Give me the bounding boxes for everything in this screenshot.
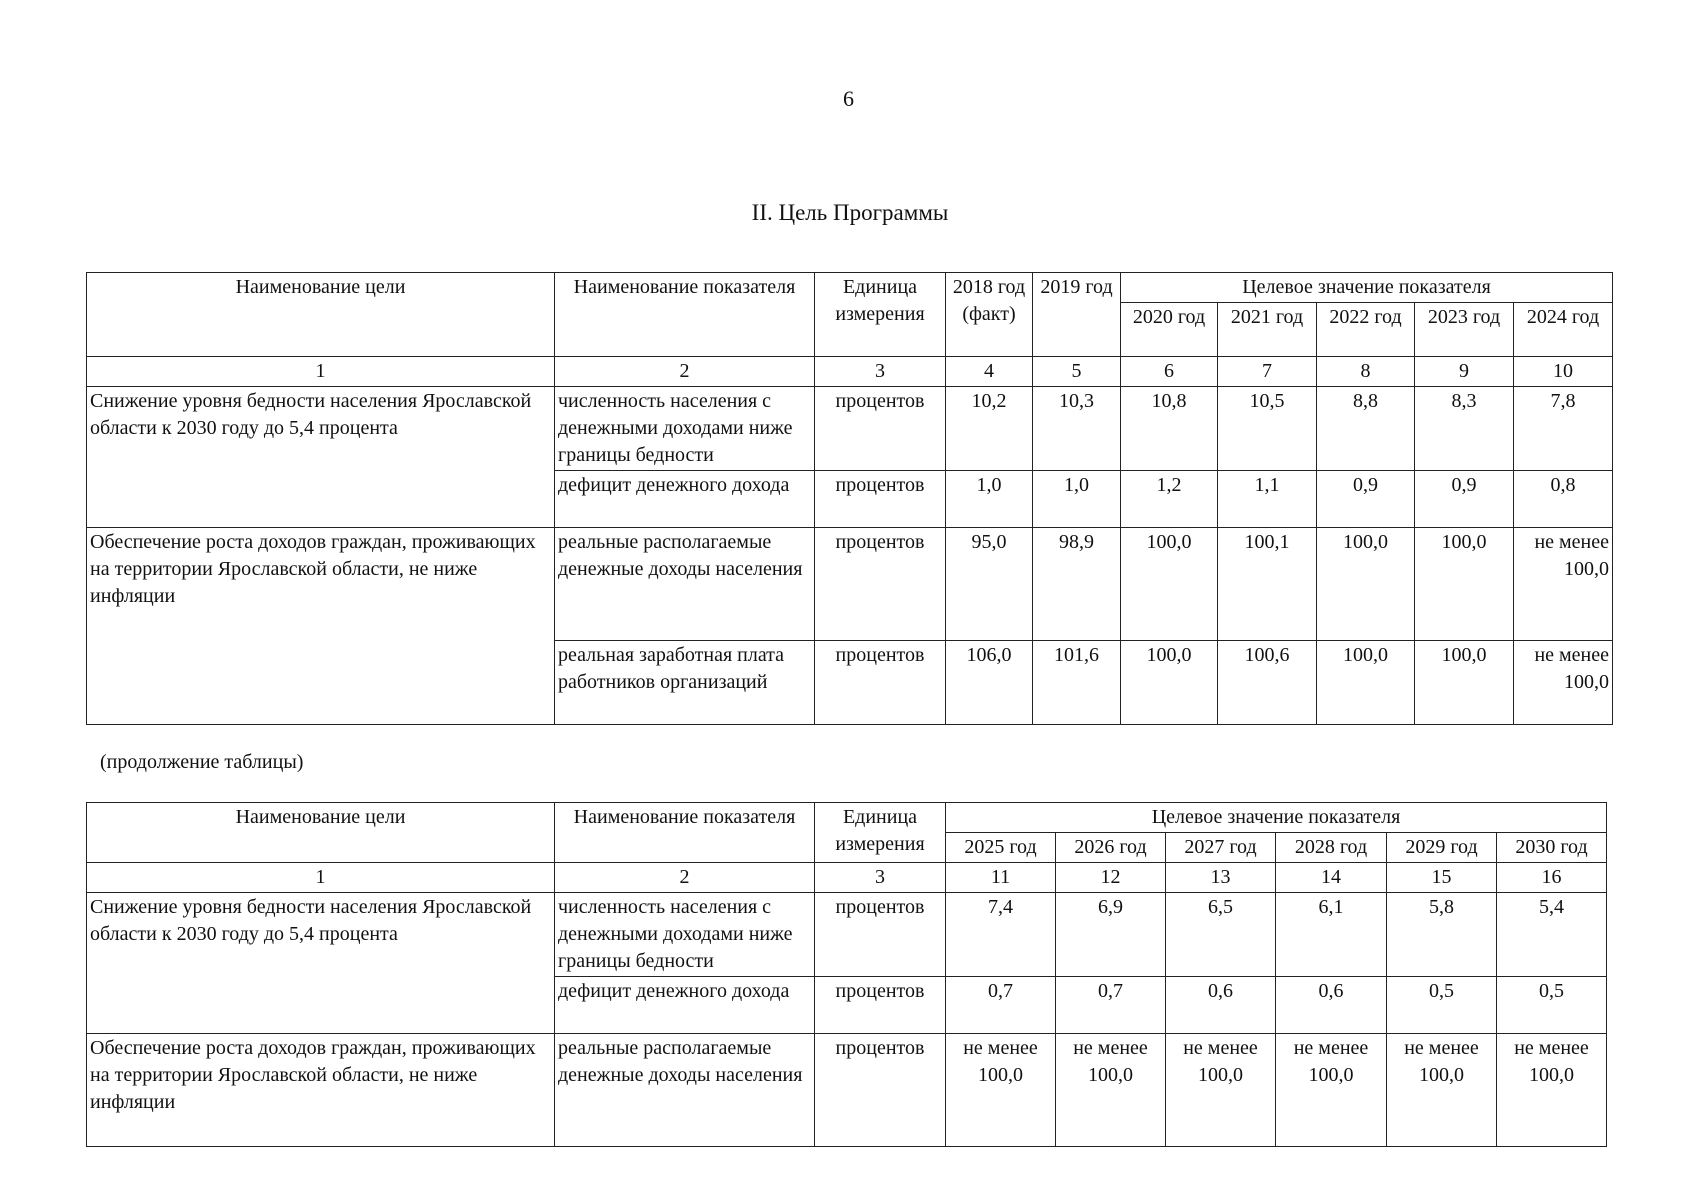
value-cell <box>1166 1034 1276 1147</box>
value-cell: 101,6 <box>1033 641 1121 725</box>
value-line: 100,0 <box>1419 1064 1464 1086</box>
value-line: не менее <box>1534 531 1610 553</box>
column-number: 13 <box>1166 863 1276 893</box>
indicator-cell: реальная заработная плата работников организаций <box>555 641 815 725</box>
column-number: 3 <box>815 863 946 893</box>
header-year: 2019 год <box>1033 273 1121 357</box>
header-year: 2028 год <box>1276 833 1387 863</box>
column-number: 7 <box>1218 357 1317 387</box>
value-cell: 0,9 <box>1415 471 1514 528</box>
value-cell: 1,2 <box>1121 471 1218 528</box>
value-cell: 100,0 <box>1415 528 1514 641</box>
unit-cell: процентов <box>815 893 946 977</box>
value-cell: 0,5 <box>1387 977 1497 1034</box>
value-cell: 8,3 <box>1415 387 1514 471</box>
value-cell: 7,8 <box>1514 387 1613 471</box>
section-title: II. Цель Программы <box>751 200 949 225</box>
indicator-cell: численность населения с денежными доходами ниже границы бедности <box>555 387 815 471</box>
goal-cell: Снижение уровня бедности населения Ярославской области к 2030 году до 5,4 процента <box>87 893 555 1034</box>
column-number: 6 <box>1121 357 1218 387</box>
table-header-row <box>87 803 1607 833</box>
value-line: 100,0 <box>1198 1064 1243 1086</box>
header-target: Целевое значение показателя <box>946 803 1607 833</box>
value-line: 100,0 <box>1308 1064 1354 1086</box>
unit-cell: процентов <box>815 1034 946 1147</box>
value-line: не менее <box>1183 1037 1258 1059</box>
header-unit-line: Единица <box>842 276 918 298</box>
value-line: не менее <box>1534 644 1610 666</box>
value-cell: 5,4 <box>1497 893 1607 977</box>
goal-cell: Снижение уровня бедности населения Ярославской области к 2030 году до 5,4 процента <box>87 387 555 528</box>
indicator-cell: дефицит денежного дохода <box>555 471 815 528</box>
value-cell: 10,3 <box>1033 387 1121 471</box>
unit-cell: процентов <box>815 387 946 471</box>
value-line: 100,0 <box>1564 671 1610 693</box>
value-line: не менее <box>963 1037 1038 1059</box>
column-number-row <box>87 863 1607 893</box>
column-number: 1 <box>87 863 555 893</box>
value-line: 100,0 <box>1088 1064 1133 1086</box>
column-number: 8 <box>1317 357 1415 387</box>
value-cell: 100,0 <box>1317 528 1415 641</box>
value-line: не менее <box>1404 1037 1479 1059</box>
header-unit <box>815 803 946 863</box>
table-row <box>87 387 1613 471</box>
column-number: 15 <box>1387 863 1497 893</box>
value-cell: 5,8 <box>1387 893 1497 977</box>
table-row <box>87 1034 1607 1147</box>
header-year: 2025 год <box>946 833 1056 863</box>
header-unit-line: измерения <box>835 303 925 325</box>
goal-cell: Обеспечение роста доходов граждан, проживающих на территории Ярославской области, не ниже инфляции <box>87 528 555 725</box>
column-number: 9 <box>1415 357 1514 387</box>
table-row <box>87 893 1607 977</box>
column-number: 1 <box>87 357 555 387</box>
value-cell: 1,1 <box>1218 471 1317 528</box>
value-cell <box>1514 528 1613 641</box>
table-header-row <box>87 273 1613 303</box>
indicator-cell: численность населения с денежными доходами ниже границы бедности <box>555 893 815 977</box>
value-line: не менее <box>1514 1037 1589 1059</box>
value-line: не менее <box>1293 1037 1369 1059</box>
value-line: не менее <box>1073 1037 1148 1059</box>
unit-cell: процентов <box>815 471 946 528</box>
column-number: 16 <box>1497 863 1607 893</box>
value-cell: 100,0 <box>1415 641 1514 725</box>
header-year: 2023 год <box>1415 303 1514 357</box>
value-cell: 0,6 <box>1276 977 1387 1034</box>
value-line: 100,0 <box>1564 558 1610 580</box>
column-number: 12 <box>1056 863 1166 893</box>
goal-cell: Обеспечение роста доходов граждан, проживающих на территории Ярославской области, не ниже инфляции <box>87 1034 555 1147</box>
value-cell: 7,4 <box>946 893 1056 977</box>
header-indicator: Наименование показателя <box>555 273 815 357</box>
header-unit-line: измерения <box>835 833 925 855</box>
goals-table <box>86 272 1613 725</box>
header-indicator: Наименование показателя <box>555 803 815 863</box>
value-line: 100,0 <box>978 1064 1023 1086</box>
unit-cell: процентов <box>815 641 946 725</box>
value-cell: 10,2 <box>946 387 1033 471</box>
value-cell: 0,8 <box>1514 471 1613 528</box>
page-number: 6 <box>843 86 854 111</box>
value-cell <box>1387 1034 1497 1147</box>
header-year: 2030 год <box>1497 833 1607 863</box>
value-cell: 100,0 <box>1121 528 1218 641</box>
header-year: 2029 год <box>1387 833 1497 863</box>
column-number: 2 <box>555 357 815 387</box>
header-unit <box>815 273 946 357</box>
value-cell: 98,9 <box>1033 528 1121 641</box>
header-year-label: 2018 год <box>952 276 1026 298</box>
unit-cell: процентов <box>815 977 946 1034</box>
value-cell <box>1497 1034 1607 1147</box>
column-number: 2 <box>555 863 815 893</box>
header-unit-line: Единица <box>842 806 918 828</box>
value-cell: 100,6 <box>1218 641 1317 725</box>
header-goal: Наименование цели <box>87 273 555 357</box>
column-number: 10 <box>1514 357 1613 387</box>
value-cell: 6,1 <box>1276 893 1387 977</box>
column-number: 14 <box>1276 863 1387 893</box>
header-year-note: (факт) <box>962 303 1016 325</box>
value-cell: 106,0 <box>946 641 1033 725</box>
header-year: 2020 год <box>1121 303 1218 357</box>
table-row <box>87 528 1613 641</box>
header-target: Целевое значение показателя <box>1121 273 1613 303</box>
unit-cell: процентов <box>815 528 946 641</box>
value-cell: 1,0 <box>1033 471 1121 528</box>
header-year: 2027 год <box>1166 833 1276 863</box>
value-cell: 0,6 <box>1166 977 1276 1034</box>
value-cell: 10,5 <box>1218 387 1317 471</box>
header-year: 2021 год <box>1218 303 1317 357</box>
value-cell: 100,0 <box>1121 641 1218 725</box>
column-number: 4 <box>946 357 1033 387</box>
header-year <box>946 273 1033 357</box>
column-number-row <box>87 357 1613 387</box>
value-line: 100,0 <box>1529 1064 1574 1086</box>
header-year: 2022 год <box>1317 303 1415 357</box>
header-goal: Наименование цели <box>87 803 555 863</box>
value-cell: 0,7 <box>1056 977 1166 1034</box>
value-cell: 100,1 <box>1218 528 1317 641</box>
header-year: 2024 год <box>1514 303 1613 357</box>
value-cell <box>1514 641 1613 725</box>
column-number: 5 <box>1033 357 1121 387</box>
value-cell: 8,8 <box>1317 387 1415 471</box>
value-cell <box>946 1034 1056 1147</box>
value-cell: 0,7 <box>946 977 1056 1034</box>
value-cell: 6,5 <box>1166 893 1276 977</box>
value-cell <box>1056 1034 1166 1147</box>
goals-table-continuation <box>86 802 1607 1147</box>
value-cell: 95,0 <box>946 528 1033 641</box>
value-cell <box>1276 1034 1387 1147</box>
value-cell: 1,0 <box>946 471 1033 528</box>
indicator-cell: дефицит денежного дохода <box>555 977 815 1034</box>
column-number: 3 <box>815 357 946 387</box>
value-cell: 0,5 <box>1497 977 1607 1034</box>
value-cell: 6,9 <box>1056 893 1166 977</box>
indicator-cell: реальные располагаемые денежные доходы населения <box>555 528 815 641</box>
value-cell: 100,0 <box>1317 641 1415 725</box>
column-number: 11 <box>946 863 1056 893</box>
value-cell: 0,9 <box>1317 471 1415 528</box>
header-year: 2026 год <box>1056 833 1166 863</box>
continuation-label: (продолжение таблицы) <box>100 751 304 773</box>
indicator-cell: реальные располагаемые денежные доходы населения <box>555 1034 815 1147</box>
value-cell: 10,8 <box>1121 387 1218 471</box>
